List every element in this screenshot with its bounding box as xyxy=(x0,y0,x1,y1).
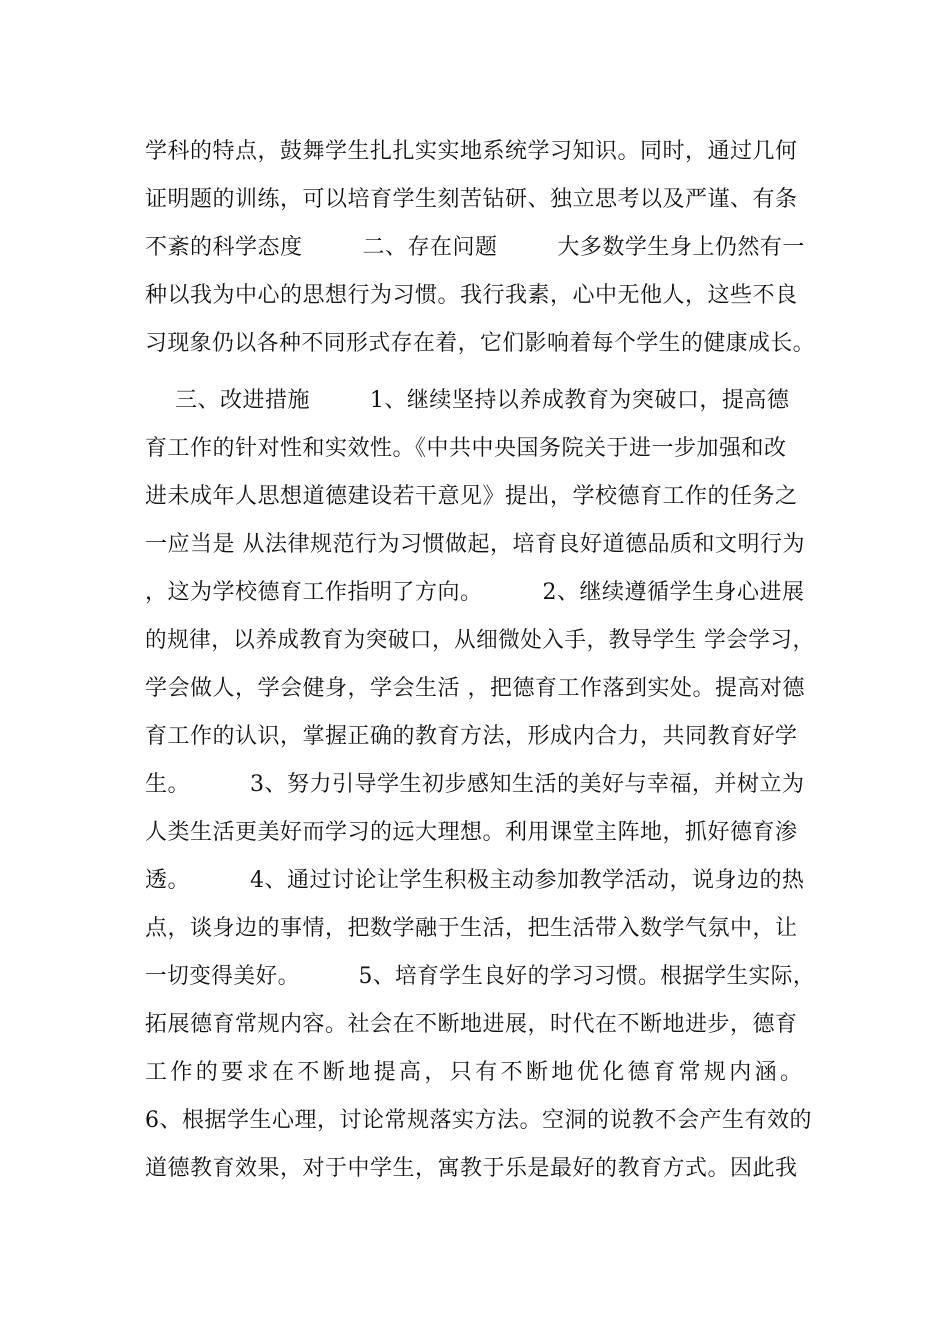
text-line: 学会做人，学会健身，学会生活 ，把德育工作落到实处。提高对德 xyxy=(145,676,805,701)
text-line: 道德教育效果，对于中学生，寓教于乐是最好的教育方式。因此我 xyxy=(145,1156,798,1181)
text-line: 育工作的针对性和实效性。《中共中央国务院关于进一步加强和改 xyxy=(145,436,787,461)
text-line: 一应当是 从法律规范行为习惯做起，培育良好道德品质和文明行为 xyxy=(145,532,805,557)
text-line: 生。 3、努力引导学生初步感知生活的美好与幸福，并树立为 xyxy=(145,772,805,797)
text-line: 工作的要求在不断地提高，只有不断地优化德育常规内涵。 xyxy=(145,1060,806,1085)
text-line: 育工作的认识，掌握正确的教育方法，形成内合力，共同教育好学 xyxy=(145,724,798,749)
text-line: 一切变得美好。 5、培育学生良好的学习习惯。根据学生实际， xyxy=(145,964,815,989)
text-line: 人类生活更美好而学习的远大理想。利用课堂主阵地，抓好德育渗 xyxy=(145,820,798,845)
text-line: 进未成年人思想道德建设若干意见》提出，学校德育工作的任务之 xyxy=(145,484,798,509)
text-line: 种以我为中心的思想行为习惯。我行我素，心中无他人，这些不良 xyxy=(145,283,798,308)
text-line: 透。 4、通过讨论让学生积极主动参加教学活动，说身边的热 xyxy=(145,868,805,893)
text-line: 不紊的科学态度 二、存在问题 大多数学生身上仍然有一 xyxy=(145,235,805,260)
text-line: 三、改进措施 1、继续坚持以养成教育为突破口，提高德 xyxy=(145,388,790,413)
text-line: 拓展德育常规内容。社会在不断地进展，时代在不断地进步，德育 xyxy=(145,1012,798,1037)
text-line: 的规律，以养成教育为突破口，从细微处入手，教导学生 学会学习， xyxy=(145,628,815,653)
text-line: 习现象仍以各种不同形式存在着，它们影响着每个学生的健康成长。 xyxy=(145,331,816,356)
text-line: 证明题的训练，可以培育学生刻苦钻研、独立思考以及严谨、有条 xyxy=(145,187,798,212)
text-line: ，这为学校德育工作指明了方向。 2、继续遵循学生身心进展 xyxy=(145,580,805,605)
text-line: 点，谈身边的事情，把数学融于生活，把生活带入数学气氛中，让 xyxy=(145,916,798,941)
text-line: 6、根据学生心理，讨论常规落实方法。空洞的说教不会产生有效的 xyxy=(145,1108,812,1133)
text-line: 学科的特点，鼓舞学生扎扎实实地系统学习知识。同时，通过几何 xyxy=(145,139,798,164)
